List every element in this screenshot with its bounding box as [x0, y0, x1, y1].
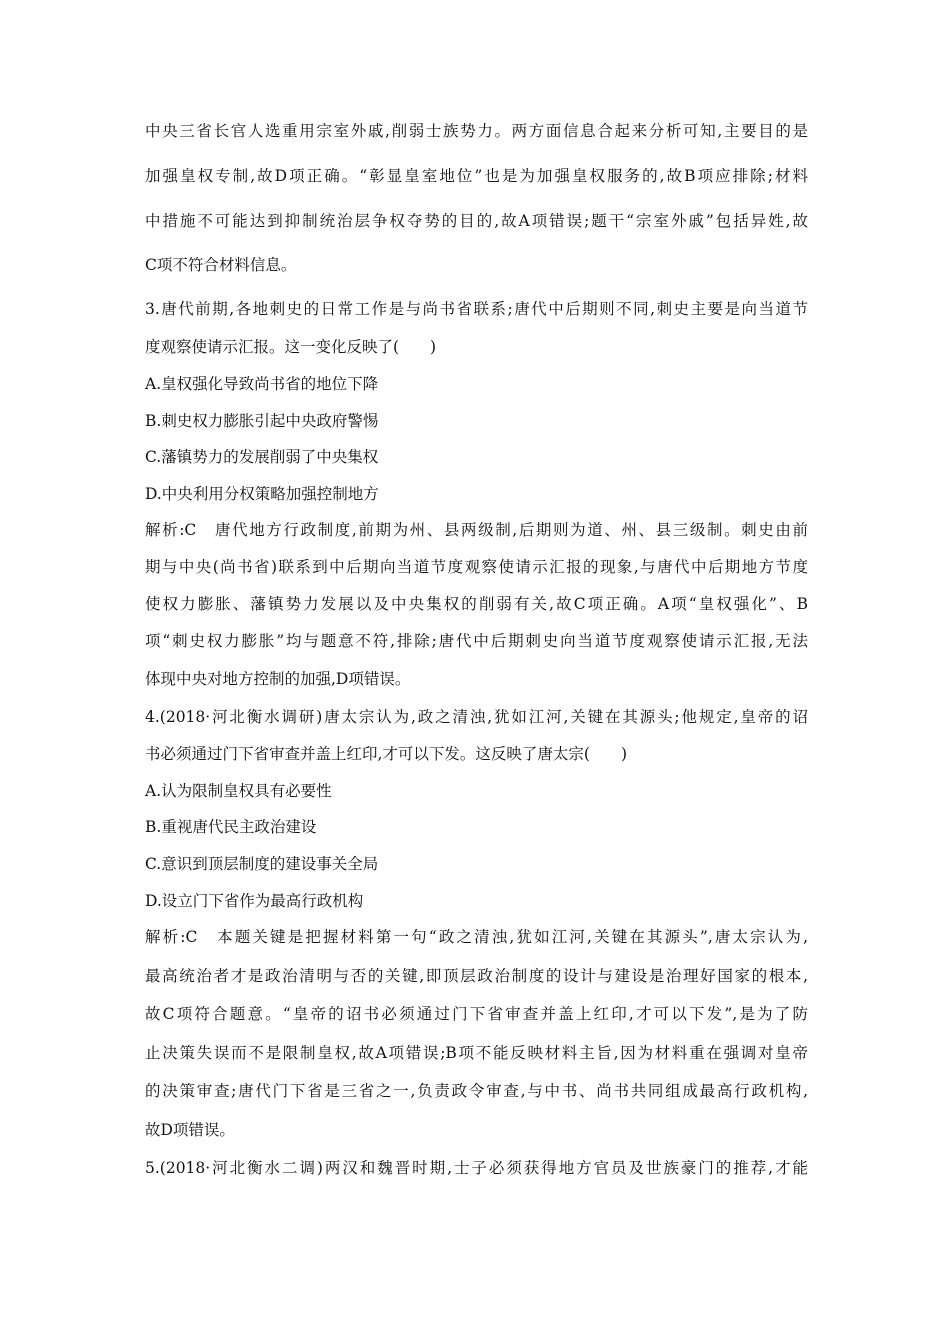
- option-d: D.中央利用分权策略加强控制地方: [145, 485, 379, 503]
- question-line: 5.(2018·河北衡水二调)两汉和魏晋时期,士子必须获得地方官员及世族豪门的推荐,才能: [145, 1159, 808, 1177]
- analysis-line: 体现中央对地方控制的加强,D项错误。: [145, 670, 411, 688]
- analysis-line: 项“刺史权力膨胀”均与题意不符,排除;唐代中后期刺史向当道节度观察使请示汇报,无法: [145, 632, 808, 650]
- analysis-line: 止决策失误而不是限制皇权,故A项错误;B项不能反映材料主旨,因为材料重在强调对皇帝: [145, 1044, 808, 1062]
- option-b: B.重视唐代民主政治建设: [145, 818, 317, 836]
- analysis-line: 解析:C 唐代地方行政制度,前期为州、县两级制,后期则为道、州、县三级制。刺史由前: [145, 521, 808, 539]
- analysis-line: 故C项符合题意。“皇帝的诏书必须通过门下省审查并盖上红印,才可以下发”,是为了防: [145, 1005, 808, 1023]
- paragraph-line: 加强皇权专制,故D项正确。“彰显皇室地位”也是为加强皇权服务的,故B项应排除;材料: [145, 167, 808, 185]
- analysis-line: 的决策审查;唐代门下省是三省之一,负责政令审查,与中书、尚书共同组成最高行政机构,: [145, 1082, 808, 1100]
- paragraph-line: C项不符合材料信息。: [145, 256, 297, 274]
- analysis-line: 使权力膨胀、藩镇势力发展以及中央集权的削弱有关,故C项正确。A项“皇权强化”、B: [145, 595, 808, 613]
- question-line: 度观察使请示汇报。这一变化反映了( ): [145, 338, 437, 356]
- option-a: A.皇权强化导致尚书省的地位下降: [145, 375, 379, 393]
- paragraph-line: 中央三省长官人选重用宗室外戚,削弱士族势力。两方面信息合起来分析可知,主要目的是: [145, 122, 808, 140]
- paragraph-line: 中措施不可能达到抑制统治层争权夺势的目的,故A项错误;题干“宗室外戚”包括异姓,故: [145, 212, 808, 230]
- analysis-line: 期与中央(尚书省)联系到中后期向当道节度观察使请示汇报的现象,与唐代中后期地方节度: [145, 558, 808, 576]
- analysis-line: 解析:C 本题关键是把握材料第一句“政之清浊,犹如江河,关键在其源头”,唐太宗认为,: [145, 928, 808, 946]
- question-line: 4.(2018·河北衡水调研)唐太宗认为,政之清浊,犹如江河,关键在其源头;他规定,皇帝的诏: [145, 708, 808, 726]
- option-c: C.藩镇势力的发展削弱了中央集权: [145, 448, 379, 466]
- analysis-line: 最高统治者才是政治清明与否的关键,即顶层政治制度的设计与建设是治理好国家的根本,: [145, 967, 808, 985]
- analysis-line: 故D项错误。: [145, 1121, 235, 1139]
- option-d: D.设立门下省作为最高行政机构: [145, 892, 364, 910]
- question-line: 3.唐代前期,各地刺史的日常工作是与尚书省联系;唐代中后期则不同,刺史主要是向当道节: [145, 300, 808, 318]
- option-a: A.认为限制皇权具有必要性: [145, 782, 332, 800]
- option-c: C.意识到顶层制度的建设事关全局: [145, 855, 379, 873]
- option-b: B.刺史权力膨胀引起中央政府警惕: [145, 412, 379, 430]
- question-line: 书必须通过门下省审查并盖上红印,才可以下发。这反映了唐太宗( ): [145, 745, 628, 763]
